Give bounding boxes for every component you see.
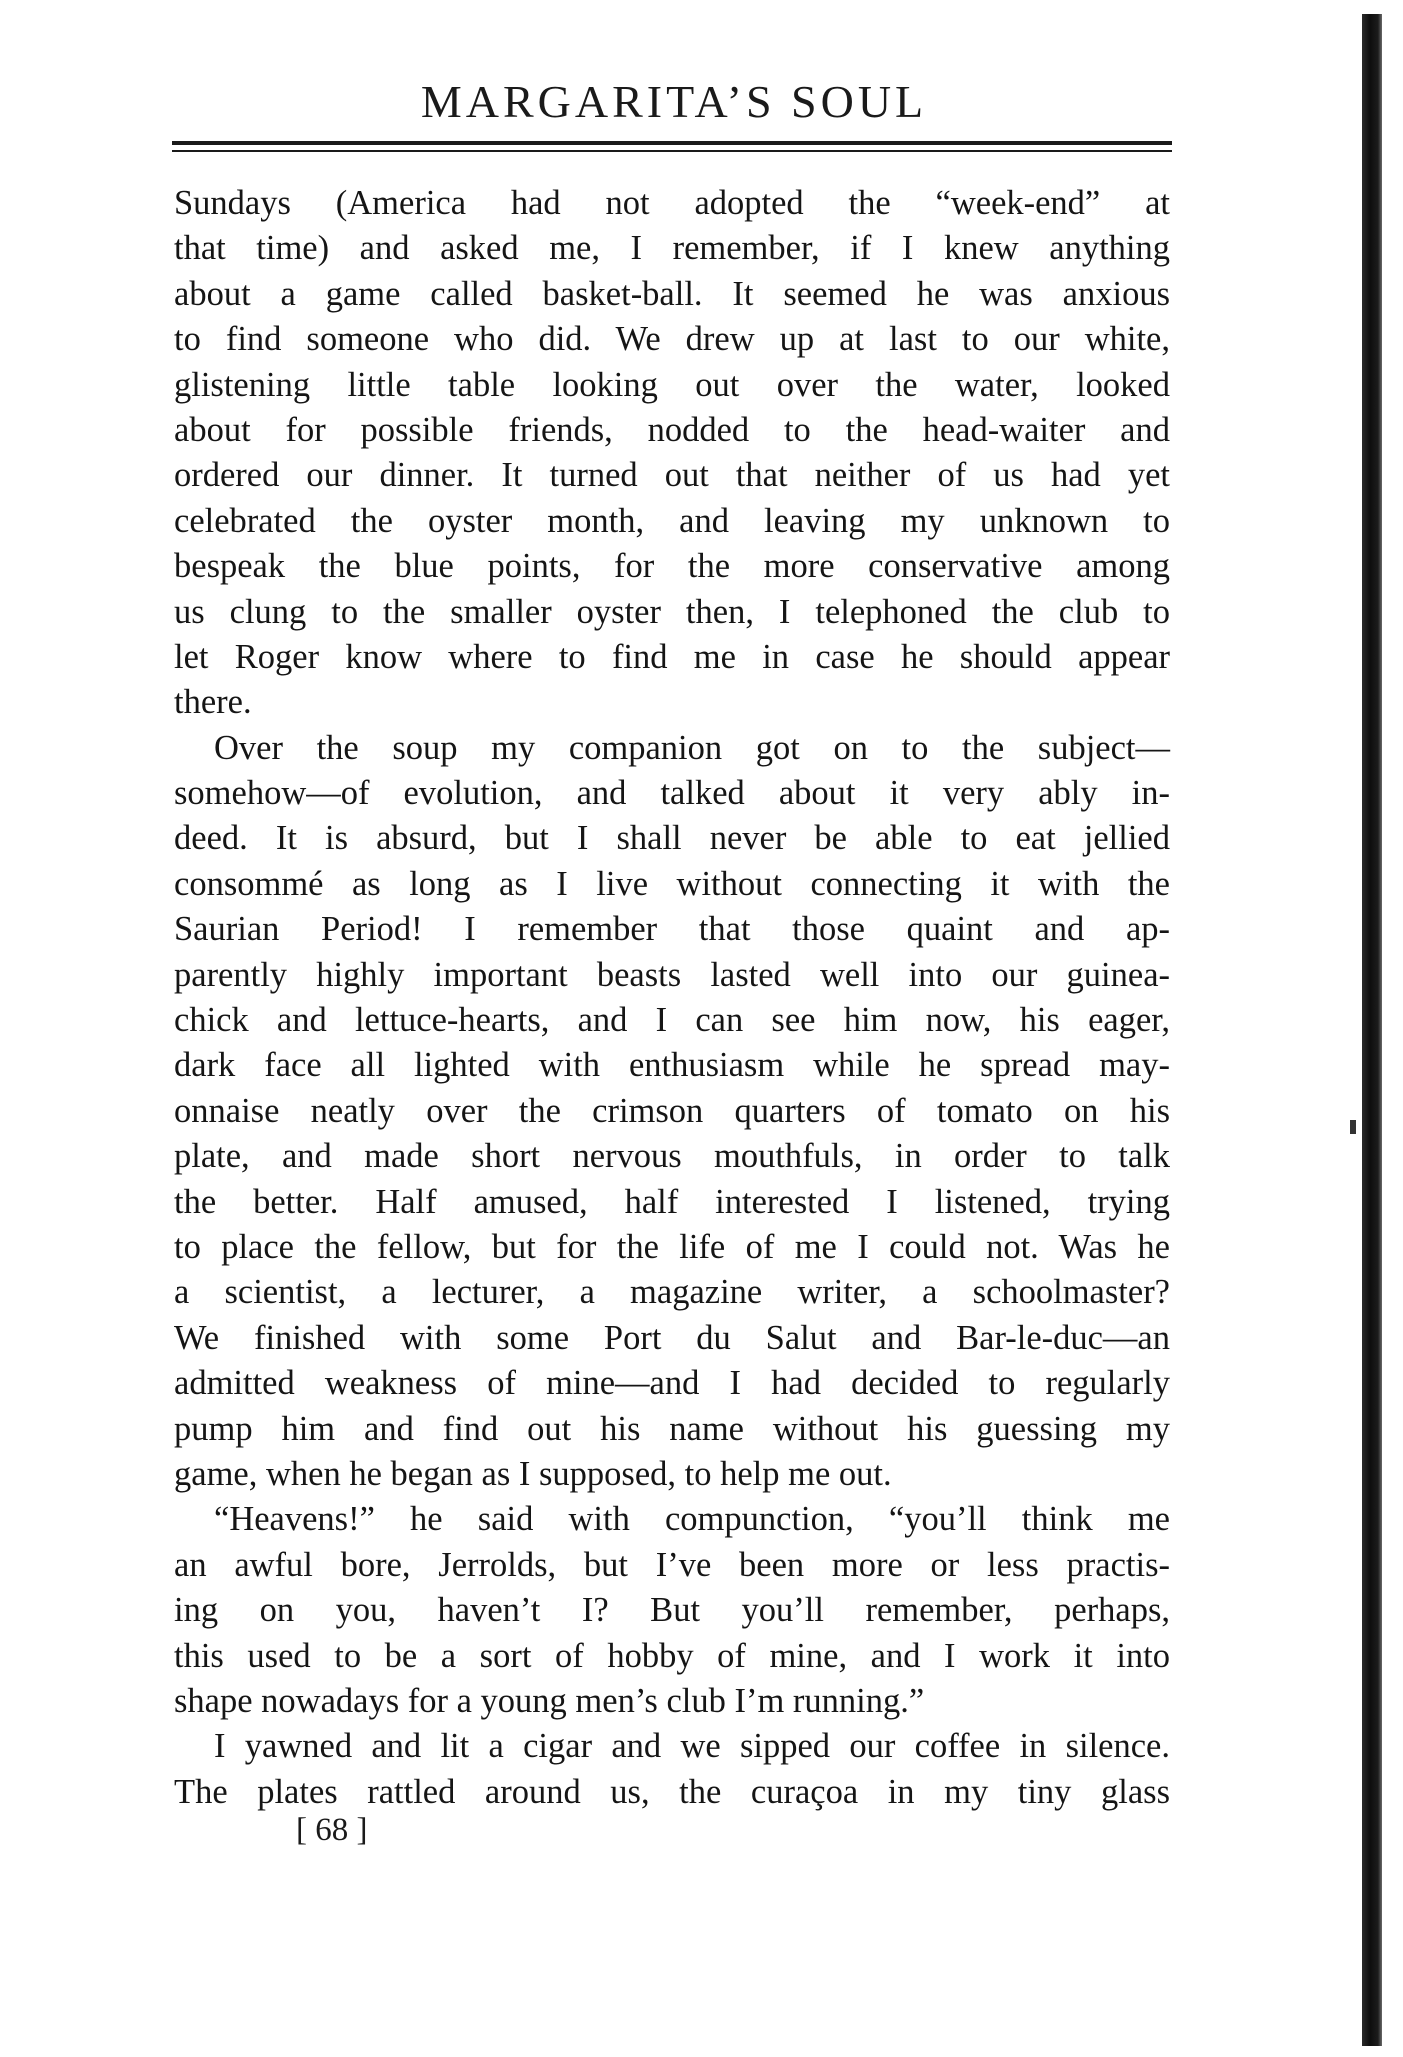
- page-number: [ 68 ]: [296, 1812, 368, 1848]
- scan-mark: [1350, 1120, 1356, 1134]
- text-line: there.: [174, 683, 252, 722]
- header-rule-thick: [172, 141, 1172, 145]
- text-line: a scientist, a lecturer, a magazine writer, a schoolmaster?: [174, 1273, 1170, 1312]
- body-text: [174, 181, 1170, 1815]
- text-line: the better. Half amused, half interested I listened, trying: [174, 1182, 1170, 1221]
- paragraph: [174, 726, 1170, 1498]
- text-line: somehow—of evolution, and talked about it very ably in-: [174, 774, 1170, 813]
- text-line: about for possible friends, nodded to the head-waiter and: [174, 410, 1170, 449]
- paragraph: [174, 1497, 1170, 1724]
- text-line: “Heavens!” he said with compunction, “you’ll think me: [214, 1500, 1170, 1539]
- text-line: Sundays (America had not adopted the “week-end” at: [174, 184, 1170, 222]
- text-line: deed. It is absurd, but I shall never be able to eat jellied: [174, 819, 1170, 858]
- binding-shadow: [1362, 14, 1382, 2046]
- text-line: plate, and made short nervous mouthfuls, in order to talk: [174, 1137, 1170, 1176]
- text-line: consommé as long as I live without connecting it with the: [174, 864, 1170, 903]
- text-line: ordered our dinner. It turned out that neither of us had yet: [174, 456, 1170, 495]
- header-rule-thin: [172, 150, 1172, 152]
- paragraph: [174, 1724, 1170, 1815]
- text-line: about a game called basket-ball. It seemed he was anxious: [174, 274, 1170, 313]
- text-line: pump him and find out his name without his guessing my: [174, 1409, 1170, 1448]
- text-line: Over the soup my companion got on to the subject—: [214, 728, 1170, 767]
- text-line: celebrated the oyster month, and leaving my unknown to: [174, 501, 1170, 540]
- text-line: to place the fellow, but for the life of me I could not. Was he: [174, 1227, 1170, 1266]
- text-line: us clung to the smaller oyster then, I telephoned the club to: [174, 592, 1170, 631]
- text-line: dark face all lighted with enthusiasm while he spread may-: [174, 1046, 1170, 1085]
- running-head: MARGARITA’S SOUL: [420, 76, 928, 127]
- text-line: game, when he began as I supposed, to help me out.: [174, 1454, 892, 1493]
- text-line: I yawned and lit a cigar and we sipped our coffee in silence.: [214, 1727, 1170, 1766]
- text-line: onnaise neatly over the crimson quarters of tomato on his: [174, 1091, 1170, 1130]
- text-line: ing on you, haven’t I? But you’ll remember, perhaps,: [174, 1591, 1170, 1630]
- text-line: this used to be a sort of hobby of mine, and I work it into: [174, 1636, 1170, 1675]
- text-line: chick and lettuce-hearts, and I can see him now, his eager,: [174, 1001, 1170, 1040]
- text-line: We finished with some Port du Salut and Bar-le-duc—an: [174, 1318, 1170, 1357]
- text-line: parently highly important beasts lasted well into our guinea-: [174, 955, 1170, 994]
- paragraph: [174, 181, 1170, 726]
- text-line: admitted weakness of mine—and I had decided to regularly: [174, 1364, 1170, 1403]
- text-line: bespeak the blue points, for the more conservative among: [174, 547, 1170, 586]
- text-line: let Roger know where to find me in case he should appear: [174, 637, 1170, 676]
- text-line: glistening little table looking out over the water, looked: [174, 365, 1170, 404]
- text-line: that time) and asked me, I remember, if I knew anything: [174, 229, 1170, 268]
- text-line: The plates rattled around us, the curaçoa in my tiny glass: [174, 1772, 1170, 1811]
- text-line: shape nowadays for a young men’s club I’m running.”: [174, 1681, 925, 1720]
- text-line: to find someone who did. We drew up at last to our white,: [174, 320, 1170, 359]
- text-line: Saurian Period! I remember that those quaint and ap-: [174, 910, 1170, 949]
- text-line: an awful bore, Jerrolds, but I’ve been more or less practis-: [174, 1545, 1170, 1584]
